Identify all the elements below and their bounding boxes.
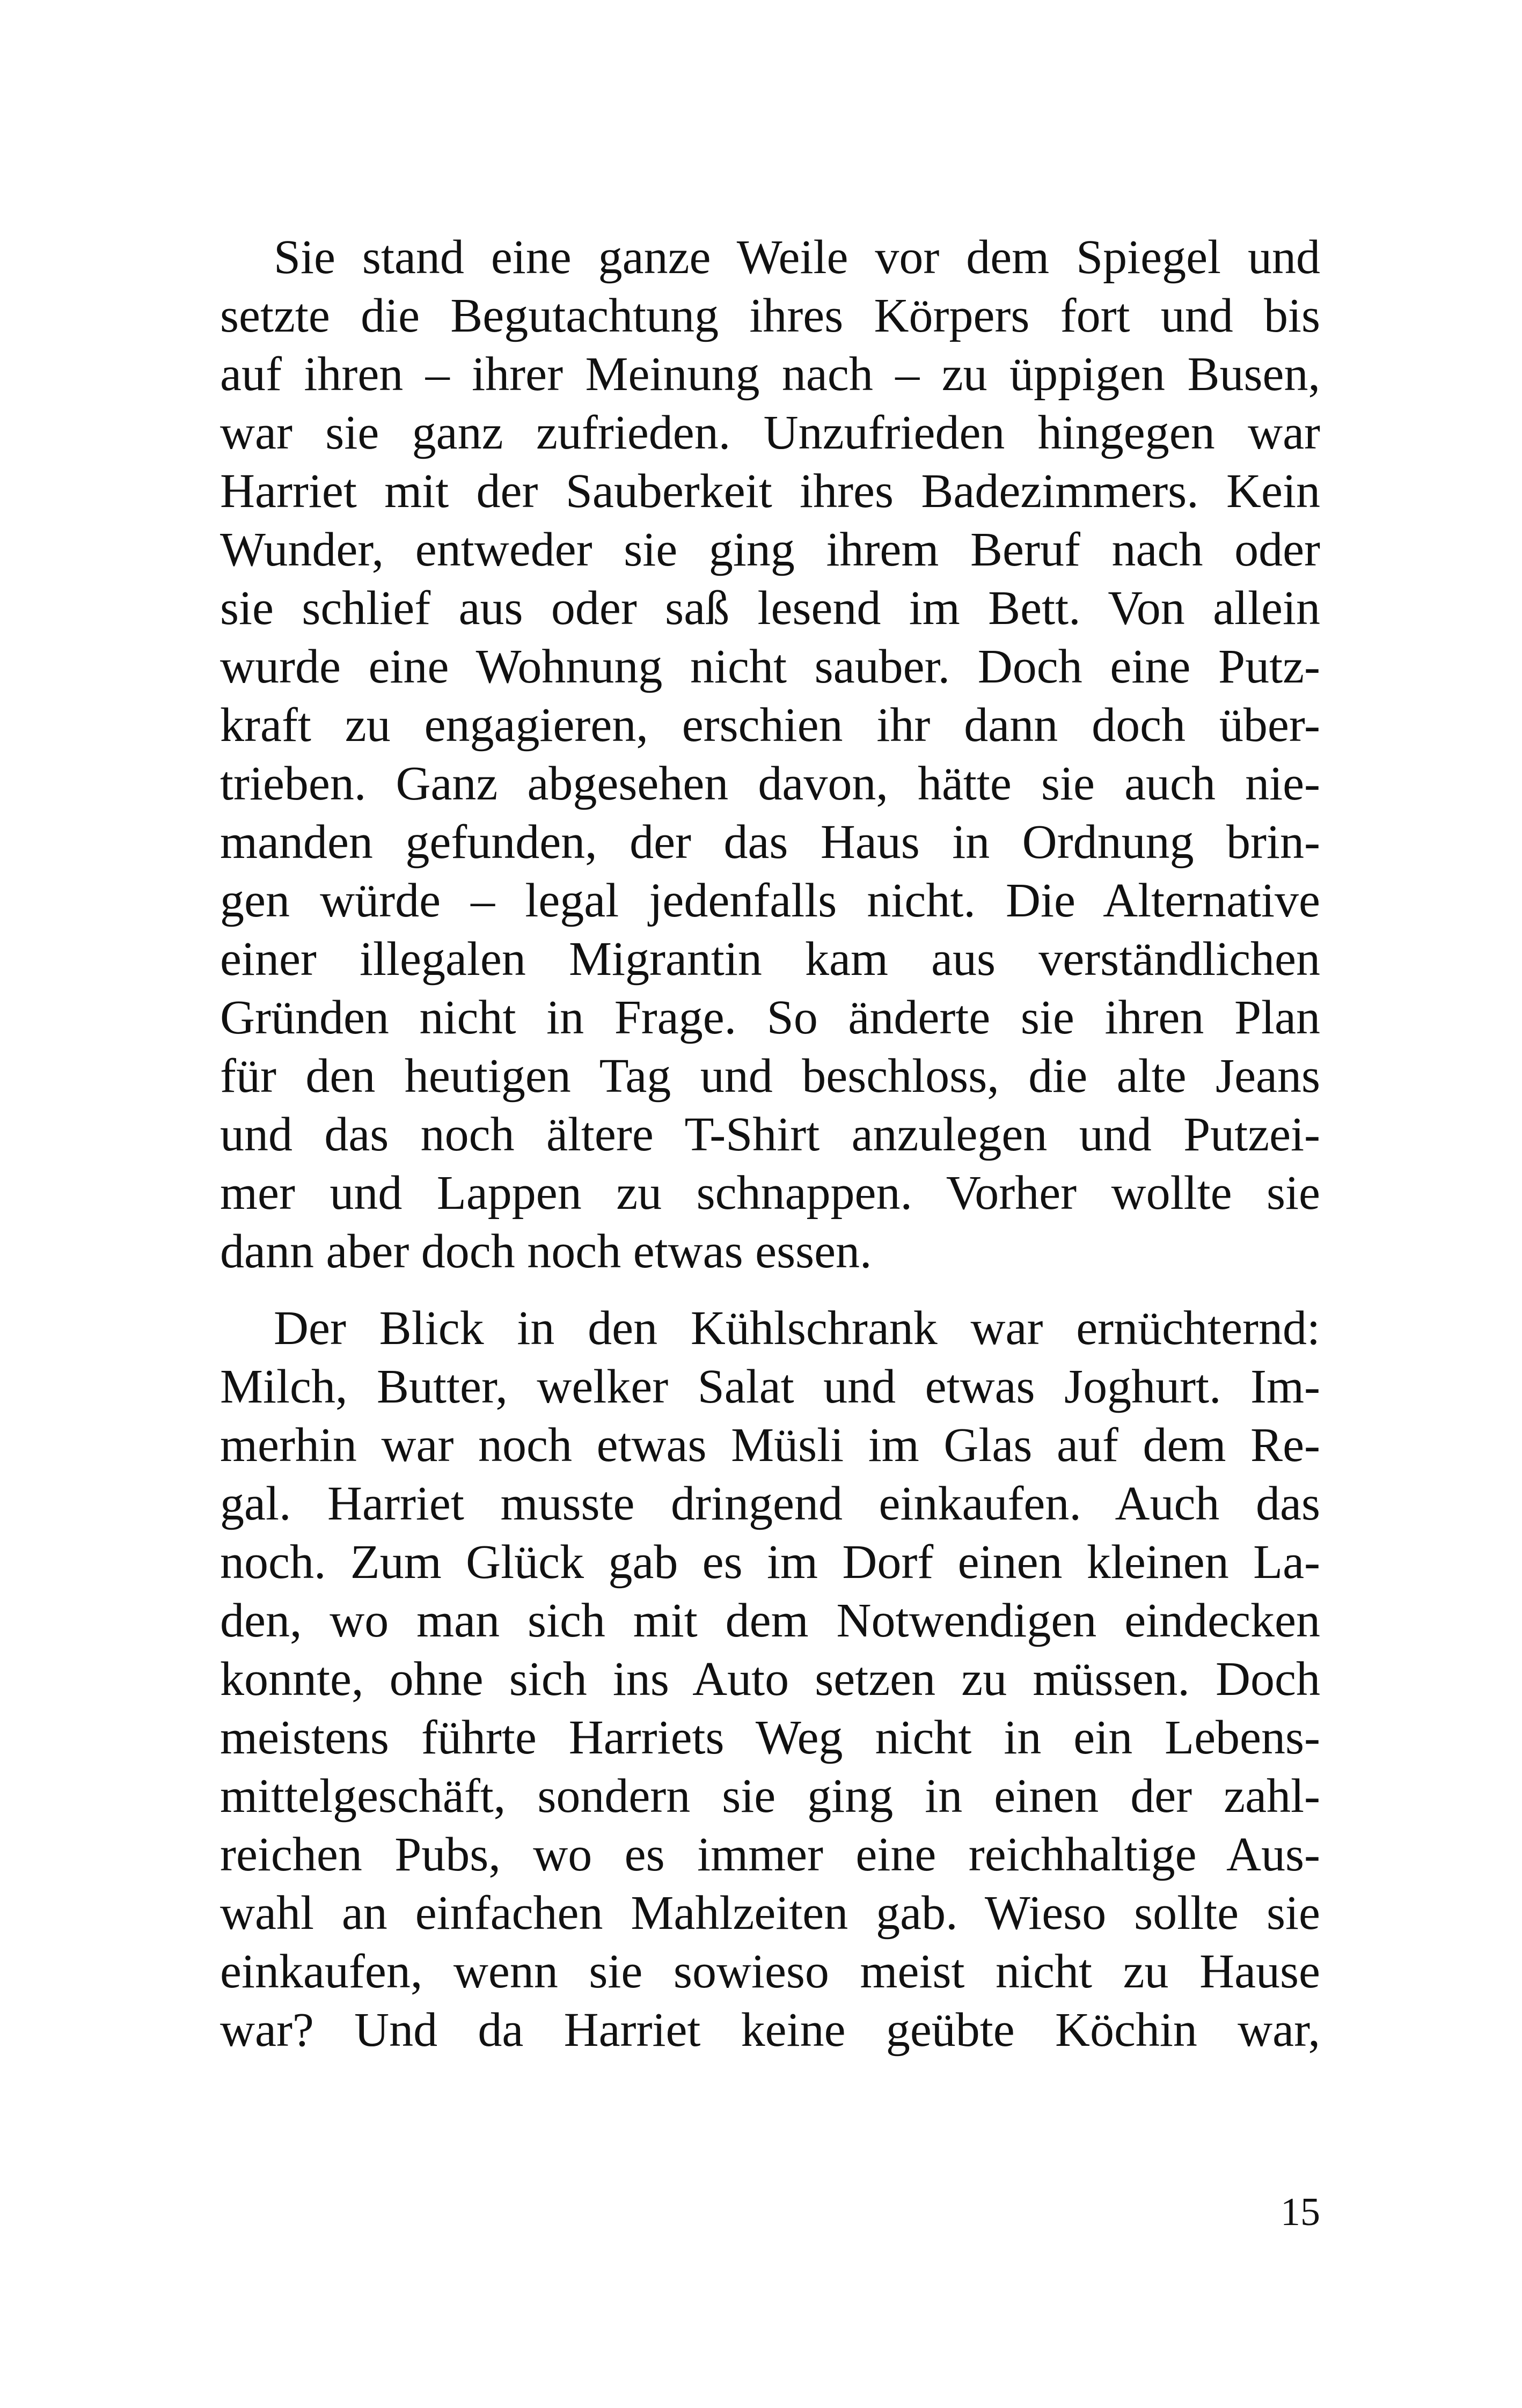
text-line: für den heutigen Tag und beschloss, die alte Jeans	[220, 1049, 1320, 1103]
text-line: trieben. Ganz abgesehen davon, hätte sie auch nie-	[220, 757, 1320, 810]
text-line: und das noch ältere T-Shirt anzulegen und Putzei-	[220, 1108, 1320, 1161]
text-line: merhin war noch etwas Müsli im Glas auf dem Re-	[220, 1419, 1320, 1472]
text-line: einkaufen, wenn sie sowieso meist nicht zu Hause	[220, 1945, 1320, 1998]
text-line: sie schlief aus oder saß lesend im Bett. Von allein	[220, 582, 1320, 635]
text-line: Wunder, entweder sie ging ihrem Beruf nach oder	[220, 523, 1320, 576]
body-text	[220, 228, 1320, 2059]
text-line: einer illegalen Migrantin kam aus verständlichen	[220, 933, 1320, 986]
text-line: wurde eine Wohnung nicht sauber. Doch eine Putz-	[220, 640, 1320, 693]
text-line: war? Und da Harriet keine geübte Köchin war,	[220, 2003, 1320, 2057]
text-line: den, wo man sich mit dem Notwendigen eindecken	[220, 1594, 1320, 1647]
text-line: auf ihren – ihrer Meinung nach – zu üppigen Busen,	[220, 348, 1320, 401]
text-line: mer und Lappen zu schnappen. Vorher wollte sie	[220, 1166, 1320, 1220]
paragraph-spacing	[220, 1281, 1320, 1299]
text-line: Milch, Butter, welker Salat und etwas Joghurt. Im-	[220, 1360, 1320, 1413]
text-line: Harriet mit der Sauberkeit ihres Badezimmers. Kein	[220, 465, 1320, 518]
text-line: meistens führte Harriets Weg nicht in ein Lebens-	[220, 1711, 1320, 1764]
page-number: 15	[1280, 2190, 1320, 2234]
paragraph-2	[220, 1299, 1320, 2059]
text-line: konnte, ohne sich ins Auto setzen zu müssen. Doch	[220, 1653, 1320, 1706]
text-line: manden gefunden, der das Haus in Ordnung brin-	[220, 816, 1320, 869]
paragraph-1	[220, 228, 1320, 1281]
text-line: mittelgeschäft, sondern sie ging in einen der zahl-	[220, 1770, 1320, 1823]
text-line: reichen Pubs, wo es immer eine reichhaltige Aus-	[220, 1828, 1320, 1881]
text-line: war sie ganz zufrieden. Unzufrieden hingegen war	[220, 406, 1320, 459]
text-line: Der Blick in den Kühlschrank war ernüchternd:	[274, 1302, 1320, 1355]
text-line: dann aber doch noch etwas essen.	[220, 1225, 872, 1278]
text-line: Gründen nicht in Frage. So änderte sie ihren Plan	[220, 991, 1320, 1044]
text-line: gal. Harriet musste dringend einkaufen. Auch das	[220, 1477, 1320, 1530]
text-line: gen würde – legal jedenfalls nicht. Die Alternative	[220, 874, 1320, 927]
text-line: kraft zu engagieren, erschien ihr dann doch über-	[220, 699, 1320, 752]
text-line: Sie stand eine ganze Weile vor dem Spiegel und	[274, 231, 1320, 284]
text-line: wahl an einfachen Mahlzeiten gab. Wieso sollte sie	[220, 1886, 1320, 1940]
text-line: noch. Zum Glück gab es im Dorf einen kleinen La-	[220, 1536, 1320, 1589]
text-line: setzte die Begutachtung ihres Körpers fort und bis	[220, 289, 1320, 342]
